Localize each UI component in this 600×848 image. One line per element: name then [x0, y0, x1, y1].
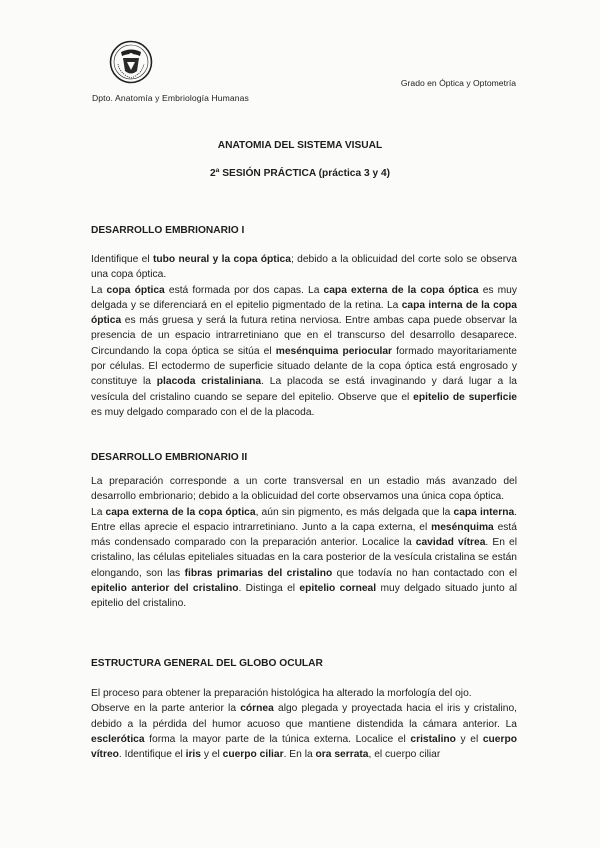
- bold-term: epitelio corneal: [299, 583, 377, 595]
- text-run: . En la: [283, 749, 316, 761]
- text-run: y el: [200, 749, 223, 761]
- bold-term: tubo neural y la copa óptica: [152, 254, 291, 265]
- text-run: La: [91, 506, 106, 518]
- text-run: La preparación corresponde a un corte transversal en un estadio más avanzado del desarrollo embrionario; debido a la oblicuidad del corte observamos una única copa óptica.: [91, 476, 517, 503]
- text-run: . La placoda se está invaginando y dará lugar a la vesícula del cristalino cuando se separe del epitelio. Observe que el: [91, 376, 518, 403]
- text-run: es más gruesa y será la futura retina nerviosa. Entre ambas capa puede observar la presencia de un espacio intrarretiniano que en el transcurso del desarrollo desaparece. Circundando la copa óptica se sitúa el: [91, 315, 517, 357]
- section-heading-eyeball: ESTRUCTURA GENERAL DEL GLOBO OCULAR: [91, 658, 323, 669]
- text-run: . Distinga el: [238, 583, 300, 595]
- section-body-embryo-2: [91, 474, 517, 612]
- bold-term: capa externa de la copa óptica: [105, 506, 256, 518]
- degree-name: Grado en Óptica y Optometría: [400, 78, 516, 88]
- bold-term: córnea: [240, 703, 274, 715]
- text-run: La: [91, 284, 107, 296]
- text-run: . En el cristalino, las células epiteliales situadas en la cara posterior de la vesícula cristalina se están elongando, son las: [91, 537, 517, 579]
- bold-term: mesénquima periocular: [275, 345, 393, 357]
- bold-term: cuerpo vítreo: [91, 733, 517, 761]
- text-run: está más condensado comparado con la preparación anterior. Localice la: [91, 521, 517, 549]
- text-run: es muy delgada y se diferenciará en el epitelio pigmentado de la retina. La: [91, 284, 518, 311]
- section-heading-embryo-1: DESARROLLO EMBRIONARIO I: [91, 225, 245, 236]
- text-run: . Identifique el: [118, 749, 186, 761]
- bold-term: capa interna: [453, 506, 515, 518]
- bold-term: cuerpo ciliar: [222, 749, 284, 761]
- bold-term: cristalino: [410, 733, 456, 745]
- text-run: El proceso para obtener la preparación histológica ha alterado la morfología del ojo.: [91, 688, 472, 699]
- bold-term: iris: [185, 749, 201, 761]
- bold-term: copa óptica: [106, 284, 165, 296]
- session-title: 2ª SESIÓN PRÁCTICA (práctica 3 y 4): [209, 168, 391, 179]
- bold-term: placoda cristaliniana: [156, 376, 262, 388]
- text-run: Observe en la parte anterior la: [91, 703, 241, 715]
- text-run: Identifique el: [91, 254, 153, 265]
- text-run: ; debido a la oblicuidad del corte solo se observa una copa óptica.: [91, 254, 517, 281]
- text-run: forma la mayor parte de la túnica externa. Localice el: [144, 733, 411, 745]
- bold-term: ora serrata: [315, 749, 369, 761]
- text-run: es muy delgado comparado con el de la placoda.: [91, 406, 315, 418]
- text-run: que todavía no han contactado con el: [332, 567, 517, 579]
- text-run: algo plegada y proyectada hacia el iris y cristalino, debido a la pérdida del humor acuoso que mantiene distendida la cámara anterior. La: [91, 703, 517, 730]
- bold-term: cavidad vítrea: [415, 537, 486, 549]
- bold-term: fibras primarias del cristalino: [184, 567, 333, 579]
- text-run: , el cuerpo ciliar: [368, 749, 441, 761]
- section-heading-embryo-2: DESARROLLO EMBRIONARIO II: [91, 452, 248, 463]
- text-run: muy delgado situado junto al epitelio del cristalino.: [91, 583, 517, 610]
- department-name: Dpto. Anatomía y Embriología Humanas: [92, 93, 249, 103]
- text-run: . Entre ellas aprecie el espacio intrarretiniano. Junto a la capa externa, el: [91, 506, 518, 533]
- text-run: , aún sin pigmento, es más delgada que la: [255, 506, 454, 518]
- bold-term: capa externa de la copa óptica: [323, 284, 479, 296]
- bold-term: esclerótica: [91, 733, 145, 745]
- text-run: y el: [455, 733, 483, 745]
- bold-term: mesénquima: [431, 521, 494, 533]
- section-body-embryo-1: [91, 252, 517, 420]
- bold-term: epitelio anterior del cristalino: [91, 583, 239, 595]
- text-run: está formada por dos capas. La: [164, 284, 324, 296]
- bold-term: epitelio de superficie: [413, 391, 518, 403]
- bold-term: capa interna de la copa óptica: [91, 299, 517, 327]
- text-run: formado mayoritariamente por células. El ectodermo de superficie situado delante de la copa óptica está engrosado y constituye la: [91, 345, 517, 388]
- document-title: ANATOMIA DEL SISTEMA VISUAL: [217, 140, 383, 151]
- university-seal-logo: [109, 40, 153, 84]
- section-body-eyeball: [91, 686, 517, 762]
